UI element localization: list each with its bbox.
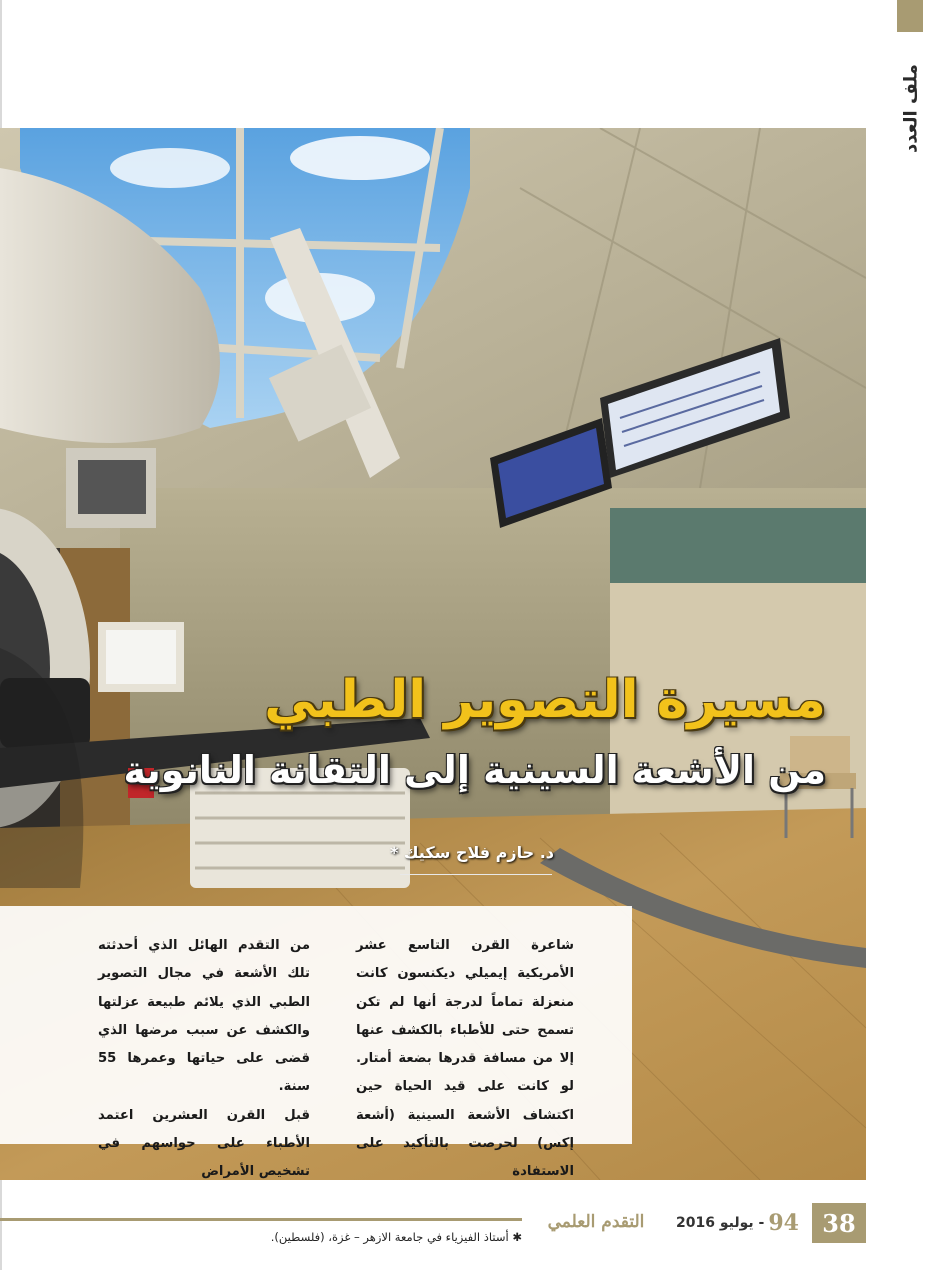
article-title: مسيرة التصوير الطبي (264, 670, 826, 730)
author-underline (400, 874, 552, 875)
footer-rule (0, 1218, 522, 1221)
article-subtitle: من الأشعة السينية إلى التقانة النانوية (123, 748, 826, 792)
article-author: د. حازم فلاح سكيك * (389, 843, 554, 862)
body-text-panel (0, 906, 632, 1180)
body-column-left (98, 932, 310, 1187)
issue-info (676, 1210, 799, 1236)
author-footnote: ✱ أستاذ الفيزياء في جامعة الازهر – غزة، (فلسطين). (270, 1230, 522, 1244)
body-paragraph: من التقدم الهائل الذي أحدثته تلك الأشعة في مجال التصوير الطبي الذي يلائم طبيعة عزلتها والكشف عن سبب مرضها الذي قضى على حياتها وعمرها 55 سنة. (98, 938, 310, 1095)
magazine-logo: التقدم العلمي (547, 1212, 645, 1232)
body-paragraph: قبل القرن العشرين اعتمد الأطباء على حواسهم في تشخيص الأمراض (98, 1107, 310, 1180)
body-column-right (356, 932, 574, 1187)
body-paragraph: شاعرة القرن التاسع عشر الأمريكية إيميلي ديكنسون كانت منعزلة تماماً لدرجة أنها لم تكن تسمح حتى للأطباء بالكشف عنها إلا من مسافة قدرها بضعة أمتار. لو كانت على قيد الحياة حين اكتشاف الأشعة السينية (أشعة إكس) لحرصت بالتأكيد على الاستفادة (356, 938, 574, 1180)
issue-number: 94 (768, 1210, 799, 1236)
page-number: 38 (812, 1203, 866, 1243)
section-tab-marker (897, 0, 923, 32)
issue-date: - يوليو 2016 (676, 1215, 765, 1231)
section-label: ملف العدد (900, 64, 922, 154)
